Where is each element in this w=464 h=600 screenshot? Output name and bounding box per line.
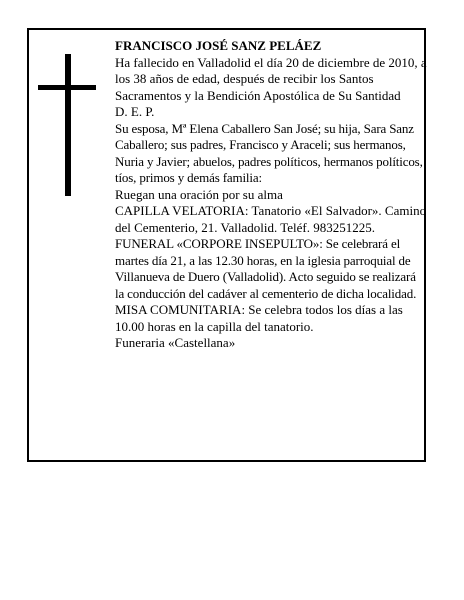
cross-vertical-bar: [65, 54, 71, 196]
family-list: Su esposa, Mª Elena Caballero San José; su hija, Sara Sanz Caballero; sus padres, Francisco y Araceli; sus hermanos, Nuria y Javier; abuelos, padres políticos, hermanos políticos, tíos, primos y demás familia:: [115, 120, 423, 185]
funeral-info: FUNERAL «CORPORE INSEPULTO»: Se celebrará el martes día 21, a las 12.30 horas, en la iglesia parroquial de Villanueva de Duero (Valladolid). Acto seguido se realizará la conducción del cadáver al cementerio de dicha localidad.: [115, 236, 417, 301]
prayer-request: Ruegan una oración por su alma: [115, 186, 283, 202]
cross-horizontal-bar: [38, 85, 96, 90]
dep-line: D. E. P.: [115, 104, 155, 119]
obituary-text: [115, 38, 427, 352]
mass-info: MISA COMUNITARIA: Se celebra todos los días a las 10.00 horas en la capilla del tanatorio.: [115, 302, 403, 334]
death-statement: Ha fallecido en Valladolid el día 20 de diciembre de 2010, a los 38 años de edad, después de recibir los Santos Sacramentos y la Bendición Apostólica de Su Santidad: [115, 54, 427, 103]
wake-info: CAPILLA VELATORIA: Tanatorio «El Salvador». Camino del Cementerio, 21. Valladolid. Teléf. 983251225.: [115, 203, 427, 235]
funeral-home: Funeraria «Castellana»: [115, 335, 236, 350]
deceased-name: FRANCISCO JOSÉ SANZ PELÁEZ: [115, 38, 322, 53]
